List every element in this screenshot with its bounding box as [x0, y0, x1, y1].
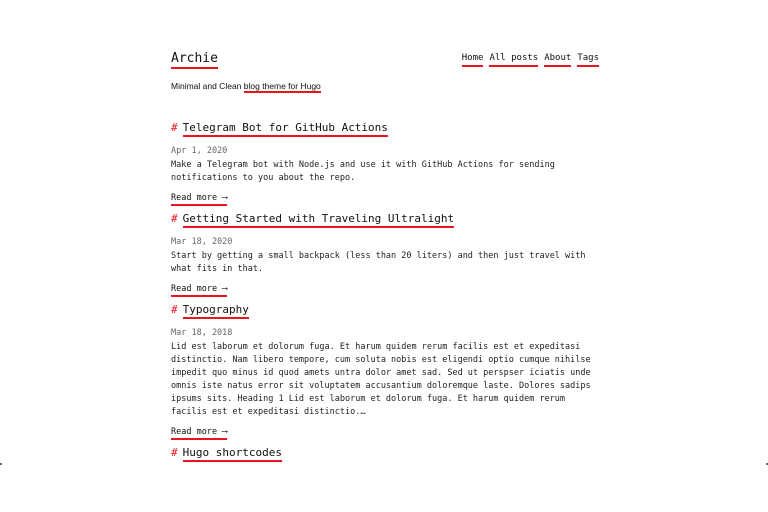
post-date: Mar 18, 2020 — [171, 237, 233, 247]
post-item — [171, 212, 599, 297]
tagline-text: Minimal and Clean — [171, 81, 244, 91]
post-title-link[interactable]: Telegram Bot for GitHub Actions — [183, 121, 388, 137]
nav-item-home[interactable]: Home — [462, 53, 484, 67]
tagline-link[interactable]: blog theme for Hugo — [243, 81, 321, 91]
hash-icon: # — [171, 212, 178, 225]
nav-item-tags[interactable]: Tags — [577, 53, 599, 67]
read-more-link[interactable]: Read more ⟶ — [171, 193, 227, 206]
nav-item-about[interactable]: About — [544, 53, 571, 67]
post-date: Mar 18, 2018 — [171, 328, 233, 338]
post-item — [171, 121, 599, 206]
read-more-link[interactable]: Read more ⟶ — [171, 284, 227, 297]
site-title-link[interactable]: Archie — [171, 51, 218, 69]
post-date: Apr 1, 2020 — [171, 146, 228, 156]
post-title-link[interactable]: Typography — [183, 303, 249, 319]
hash-icon: # — [171, 446, 178, 459]
post-title-link[interactable]: Hugo shortcodes — [183, 446, 282, 462]
post-title — [171, 212, 599, 225]
main-nav — [462, 53, 599, 67]
scroll-edge-marker-left — [0, 463, 2, 465]
post-title — [171, 446, 599, 459]
post-item — [171, 446, 599, 459]
post-summary: Start by getting a small backpack (less than 20 liters) and then just travel with what fits in that. — [171, 251, 586, 274]
post-item — [171, 303, 599, 440]
post-title — [171, 121, 599, 134]
nav-item-all-posts[interactable]: All posts — [489, 53, 538, 67]
post-title-link[interactable]: Getting Started with Traveling Ultralight — [183, 212, 455, 228]
post-summary: Make a Telegram bot with Node.js and use it with GitHub Actions for sending notifications to you about the repo. — [171, 160, 555, 183]
read-more-link[interactable]: Read more ⟶ — [171, 427, 227, 440]
hash-icon: # — [171, 303, 178, 316]
post-title — [171, 303, 599, 316]
site-tagline — [171, 81, 321, 92]
post-summary: Lid est laborum et dolorum fuga. Et harum quidem rerum facilis est et expeditasi distinctio. Nam libero tempore, cum soluta nobis est eligendi optio cumque nihilse impedit quo minus id quod amets untra dolor amet sad. Sed ut perspser iciatis unde omnis iste natus error sit voluptatem accusantium doloremque laste. Dolores sadips ipsums sits. Heading 1 Lid est laborum et dolorum fuga. Et harum quidem rerum facilis est et expeditasi distinctio.… — [171, 342, 591, 417]
hash-icon: # — [171, 121, 178, 134]
